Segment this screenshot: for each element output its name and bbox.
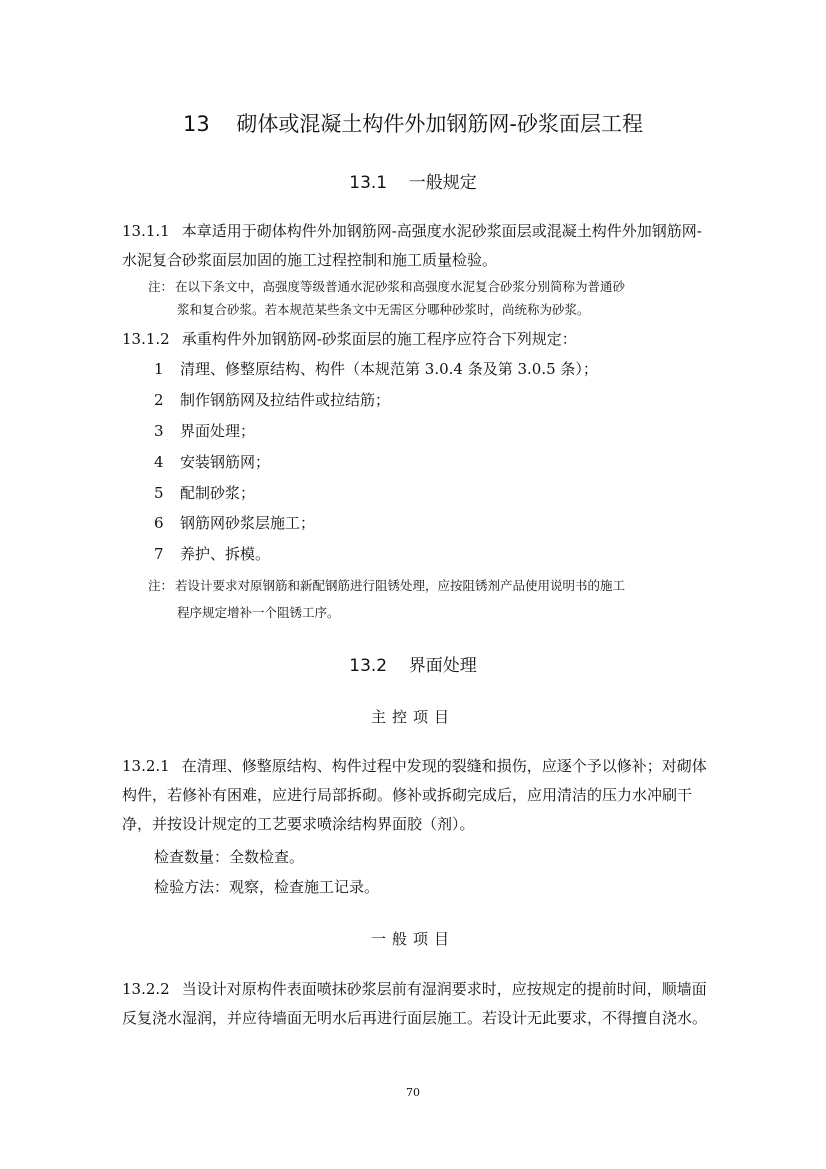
section-title-text: 一般规定 [408,173,477,193]
list-item [154,448,270,477]
section-number: 13.2 [349,656,388,676]
clause-number: 13.2.2 [122,980,170,998]
note-13-1-2 [148,572,714,626]
list-item [154,417,255,446]
list-item-text: 配制砂浆； [180,484,256,502]
list-item-text: 钢筋网砂浆层施工； [180,514,316,532]
list-item [154,386,390,415]
clause-13-1-1 [122,217,712,275]
clause-13-2-1 [122,752,712,839]
subheading-main-items: 主控项目 [370,708,455,726]
note-prefix: 注： [148,578,174,593]
clause-13-2-2 [122,975,712,1033]
check-quantity: 检查数量：全数检查。 [154,848,305,866]
section-title-text: 界面处理 [408,656,477,676]
list-item [154,355,598,384]
section-number: 13.1 [349,173,388,193]
clause-text: 当设计对原构件表面喷抹砂浆层前有湿润要求时，应按规定的提前时间，顺墙面反复浇水湿润，并应待墙面无明水后再进行面层施工。若设计无此要求，不得擅自浇水。 [122,980,708,1027]
list-item-number: 1 [154,360,164,378]
note-line: 在以下条文中，高强度等级普通水泥砂浆和高强度水泥复合砂浆分别简称为普通砂 [175,279,626,294]
section-title-13-2 [0,651,826,676]
list-item-text: 界面处理； [180,422,256,440]
section-title-13-1 [0,168,826,193]
list-item-text: 养护、拆模。 [180,545,271,563]
chapter-number: 13 [182,112,210,136]
note-13-1-1 [148,275,714,321]
list-item-number: 5 [154,484,164,502]
check-method: 检验方法：观察，检查施工记录。 [154,878,380,896]
clause-text: 承重构件外加钢筋网-砂浆面层的施工程序应符合下列规定： [181,330,577,348]
list-item-text: 制作钢筋网及拉结件或拉结筋； [180,391,391,409]
clause-number: 13.1.1 [122,222,170,240]
note-prefix: 注： [148,279,174,294]
page-number: 70 [406,1086,420,1099]
chapter-title-text: 砌体或混凝土构件外加钢筋网-砂浆面层工程 [236,112,643,136]
list-item [154,509,315,538]
note-line: 程序规定增补一个阻锈工序。 [177,605,340,620]
subheading-general-items: 一般项目 [370,930,455,948]
list-item-text: 清理、修整原结构、构件（本规范第 3.0.4 条及第 3.0.5 条）； [180,360,598,378]
list-item-number: 7 [154,545,164,563]
list-item-number: 4 [154,453,164,471]
list-item-number: 6 [154,514,164,532]
clause-text: 在清理、修整原结构、构件过程中发现的裂缝和损伤，应逐个予以修补；对砌体构件，若修补有困难，应进行局部拆砌。修补或拆砌完成后，应用清洁的压力水冲刷干净，并按设计规定的工艺要求喷涂结构界面胶（剂）。 [122,757,707,833]
list-item-number: 2 [154,391,164,409]
chapter-title [0,108,826,138]
clause-text: 本章适用于砌体构件外加钢筋网-高强度水泥砂浆面层或混凝土构件外加钢筋网-水泥复合砂浆面层加固的施工过程控制和施工质量检验。 [122,222,702,269]
list-item [154,540,270,569]
list-item-text: 安装钢筋网； [180,453,271,471]
clause-number: 13.2.1 [122,757,170,775]
clause-number: 13.1.2 [122,330,170,348]
list-item [154,479,255,508]
list-item-number: 3 [154,422,164,440]
clause-13-1-2 [122,325,712,354]
note-line: 若设计要求对原钢筋和新配钢筋进行阻锈处理，应按阻锈剂产品使用说明书的施工 [175,578,626,593]
note-line: 浆和复合砂浆。若本规范某些条文中无需区分哪种砂浆时，尚统称为砂浆。 [177,302,590,317]
